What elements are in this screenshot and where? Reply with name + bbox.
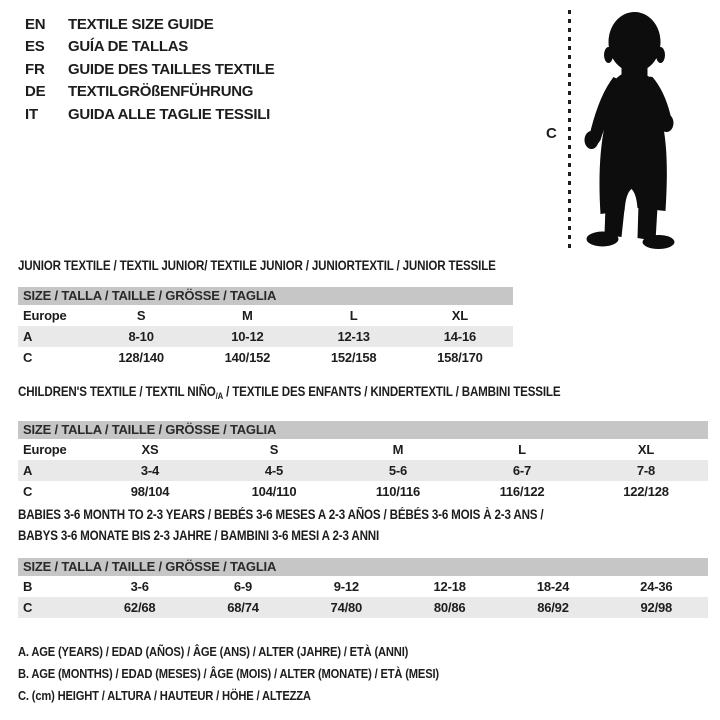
age-cell: 12-13 (337, 329, 370, 344)
language-label: TEXTILGRÖßENFÜHRUNG (68, 83, 254, 101)
row-label: C (23, 600, 33, 615)
height-cell: 68/74 (227, 600, 259, 615)
size-header-band: SIZE / TALLA / TAILLE / GRÖSSE / TAGLIA (18, 421, 708, 439)
height-cell: 74/80 (330, 600, 363, 615)
height-cell: 152/158 (330, 350, 377, 365)
months-cell: 6-9 (233, 579, 253, 594)
height-cell: 116/122 (499, 484, 545, 499)
junior-size-table (18, 287, 513, 368)
height-cell: 104/110 (251, 484, 297, 499)
months-cell: 3-6 (130, 579, 149, 594)
size-cell: M (392, 442, 404, 457)
children-section-title (18, 384, 611, 404)
height-cell: 62/68 (123, 600, 156, 615)
age-cell: 10-12 (231, 329, 264, 344)
language-label: GUIDE DES TAILLES TEXTILE (68, 60, 275, 78)
size-cell: M (242, 308, 253, 323)
language-code: FR (25, 60, 45, 78)
height-measure-label-c: C (546, 125, 557, 142)
size-header-band: SIZE / TALLA / TAILLE / GRÖSSE / TAGLIA (18, 558, 708, 576)
language-row-de (25, 81, 274, 104)
toddler-silhouette-icon (577, 11, 678, 251)
size-cell: XS (141, 442, 159, 457)
row-label: A (23, 329, 33, 344)
size-cell: S (269, 442, 279, 457)
size-cell: XL (637, 442, 655, 457)
babies-section-title-line2: BABYS 3-6 MONATE BIS 2-3 JAHRE / BAMBINI 3-6 MESI A 2-3 ANNI (18, 528, 380, 543)
height-cell: 92/98 (640, 600, 673, 615)
junior-section-title: JUNIOR TEXTILE / TEXTIL JUNIOR/ TEXTILE JUNIOR / JUNIORTEXTIL / JUNIOR TESSILE (18, 258, 496, 273)
row-label: Europe (23, 308, 67, 323)
babies-size-table (18, 558, 708, 618)
height-cell: 128/140 (118, 350, 164, 365)
table-row-height (18, 347, 513, 368)
table-row-europe (18, 305, 513, 326)
language-label: GUÍA DE TALLAS (68, 38, 188, 56)
table-row-height (18, 481, 708, 502)
language-code: EN (25, 15, 46, 33)
size-header-band: SIZE / TALLA / TAILLE / GRÖSSE / TAGLIA (18, 287, 513, 305)
size-cell: S (136, 308, 146, 323)
height-cell: 86/92 (537, 600, 569, 615)
row-label: C (23, 350, 33, 365)
table-row-age (18, 460, 708, 481)
height-cell: 110/116 (375, 484, 421, 499)
language-label: GUIDA ALLE TAGLIE TESSILI (68, 105, 270, 123)
age-cell: 5-6 (388, 463, 408, 478)
age-cell: 8-10 (128, 329, 154, 344)
table-row-months (18, 576, 708, 597)
language-code: DE (25, 83, 46, 101)
table-row-europe (18, 439, 708, 460)
footnotes (18, 641, 508, 707)
age-cell: 14-16 (443, 329, 476, 344)
row-label: Europe (23, 442, 67, 457)
age-cell: 6-7 (512, 463, 532, 478)
months-cell: 9-12 (333, 579, 359, 594)
children-title-pre: CHILDREN'S TEXTILE / TEXTIL NIÑO (18, 384, 216, 399)
height-cell: 98/104 (130, 484, 170, 499)
children-title-post: / TEXTILE DES ENFANTS / KINDERTEXTIL / BAMBINI TESSILE (223, 384, 561, 399)
language-row-en (25, 13, 274, 36)
footnote-c-height: C. (cm) HEIGHT / ALTURA / HAUTEUR / HÖHE / ALTEZZA (18, 688, 311, 703)
size-cell: XL (451, 308, 468, 323)
row-label: C (23, 484, 33, 499)
babies-section-title-line1: BABIES 3-6 MONTH TO 2-3 YEARS / BEBÉS 3-6 MESES A 2-3 AÑOS / BÉBÉS 3-6 MOIS À 2-3 ANS / (18, 507, 544, 522)
height-cell: 140/152 (224, 350, 271, 365)
children-title-sub: /A (215, 391, 224, 401)
table-row-age (18, 326, 513, 347)
language-code: ES (25, 38, 45, 56)
size-cell: L (349, 308, 358, 323)
age-cell: 7-8 (636, 463, 656, 478)
language-row-fr (25, 58, 274, 81)
height-cell: 122/128 (623, 484, 669, 499)
row-label: B (23, 579, 33, 594)
height-cell: 80/86 (433, 600, 466, 615)
months-cell: 18-24 (536, 579, 570, 594)
size-cell: L (518, 442, 526, 457)
height-cell: 158/170 (437, 350, 483, 365)
language-list (25, 13, 274, 126)
age-cell: 4-5 (264, 463, 284, 478)
age-cell: 3-4 (140, 463, 160, 478)
language-row-it (25, 103, 274, 126)
language-code: IT (25, 105, 38, 123)
children-section (18, 384, 708, 502)
months-cell: 12-18 (433, 579, 466, 594)
babies-section (18, 504, 708, 618)
height-measure-dotted-line (568, 10, 571, 251)
row-label: A (23, 463, 33, 478)
junior-section (18, 258, 513, 368)
children-size-table (18, 421, 708, 502)
footnote-b-age-months: B. AGE (MONTHS) / EDAD (MESES) / ÂGE (MOIS) / ALTER (MONATE) / ETÀ (MESI) (18, 666, 439, 681)
footnote-a-age-years: A. AGE (YEARS) / EDAD (AÑOS) / ÂGE (ANS) / ALTER (JAHRE) / ETÀ (ANNI) (18, 644, 409, 659)
table-row-height (18, 597, 708, 618)
language-label: TEXTILE SIZE GUIDE (68, 15, 214, 33)
months-cell: 24-36 (640, 579, 673, 594)
language-row-es (25, 36, 274, 59)
